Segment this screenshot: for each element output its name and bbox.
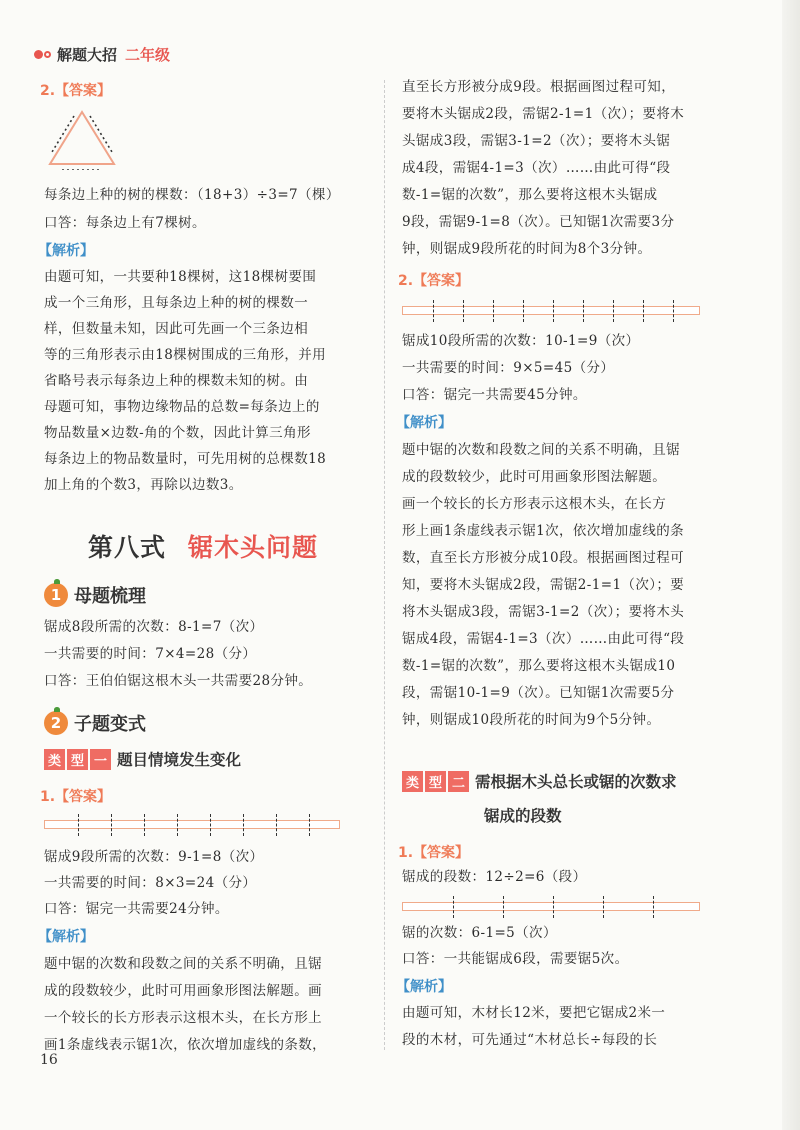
t2q1-line-1: 锯成的段数：12÷2=6（段）	[402, 869, 587, 885]
tomato-number-icon: 1	[44, 583, 68, 607]
book-title: 解题大招	[57, 46, 118, 64]
t1q2-jiexi-line: 将木头锯成3段，需锯3-1=2（次）；要将木头	[402, 604, 685, 620]
t1q2-jiexi-line: 形上画1条虚线表示锯1次，依次增加虚线的条	[402, 523, 685, 539]
t1q2-jiexi-line: 画一个较长的长方形表示这根木头，在长方	[402, 496, 667, 512]
cont-line: 数-1=锯的次数”，那么要将这根木头锯成	[402, 187, 658, 203]
answer-label: 2.【答案】	[398, 273, 470, 289]
q2-jiexi-line: 每条边上的物品数量时，可先用树的总棵数18	[44, 451, 327, 467]
t1q1-jiexi-line: 题中锯的次数和段数之间的关系不明确，且锯	[44, 956, 322, 972]
subsection-title: 子题变式	[74, 714, 146, 735]
mother-line-3: 口答：王伯伯锯这根木头一共需要28分钟。	[44, 673, 313, 689]
type-two-heading	[402, 770, 677, 792]
page-edge	[782, 0, 800, 1130]
t1q1-line-1: 锯成9段所需的次数：9-1=8（次）	[44, 849, 264, 865]
t1q2-jiexi-line: 成的段数较少，此时可用画象形图法解题。	[402, 469, 667, 485]
answer-label: 1.【答案】	[398, 845, 470, 861]
cont-line: 要将木头锯成2段，需锯2-1=1（次）；要将木	[402, 106, 685, 122]
cont-line: 钟，则锯成9段所花的时间为8个3分钟。	[402, 241, 652, 257]
t1q2-jiexi-line: 钟，则锯成10段所花的时间为9个5分钟。	[402, 712, 661, 728]
answer-label: 2.【答案】	[40, 83, 112, 99]
t1q1-line-2: 一共需要的时间：8×3=24（分）	[44, 875, 257, 891]
type-box: 一	[90, 749, 111, 770]
jiexi-label: 【解析】	[396, 415, 452, 431]
t1q2-line-1: 锯成10段所需的次数：10-1=9（次）	[402, 333, 640, 349]
q2-jiexi-line: 成一个三角形，且每条边上种的树的棵数一	[44, 295, 309, 311]
grade-label: 二年级	[125, 46, 171, 64]
mother-line-2: 一共需要的时间：7×4=28（分）	[44, 646, 257, 662]
log-diagram	[402, 306, 700, 315]
type-title: 锯成的段数	[484, 807, 562, 825]
t1q2-jiexi-line: 数-1=锯的次数”，那么要将这根木头锯成10	[402, 658, 676, 674]
jiexi-label: 【解析】	[38, 929, 94, 945]
t1q1-jiexi-line: 一个较长的长方形表示这根木头，在长方形上	[44, 1010, 322, 1026]
type-box: 型	[425, 771, 446, 792]
column-divider	[384, 80, 385, 1050]
subsection-title: 母题梳理	[74, 586, 146, 607]
t1q2-jiexi-line: 数，直至长方形被分成10段。根据画图过程可	[402, 550, 685, 566]
t2q1-line-3: 口答：一共能锯成6段，需要锯5次。	[402, 951, 629, 967]
jiexi-label: 【解析】	[396, 979, 452, 995]
log-diagram	[402, 902, 700, 911]
t2q1-line-2: 锯的次数：6-1=5（次）	[402, 925, 557, 941]
t2q1-jiexi-line: 由题可知，木材长12米，要把它锯成2米一	[402, 1005, 666, 1021]
section-number: 第八式	[88, 533, 167, 562]
t1q2-jiexi-line: 段，需锯10-1=9（次）。已知锯1次需要5分	[402, 685, 675, 701]
t1q2-jiexi-line: 题中锯的次数和段数之间的关系不明确，且锯	[402, 442, 680, 458]
q2-jiexi-line: 由题可知，一共要种18棵树，这18棵树要围	[44, 269, 317, 285]
t1q2-jiexi-line: 知，要将木头锯成2段，需锯2-1=1（次）；要	[402, 577, 685, 593]
t1q1-line-3: 口答：锯完一共需要24分钟。	[44, 901, 229, 917]
q2-jiexi-line: 母题可知，事物边缘物品的总数=每条边上的	[44, 399, 320, 415]
triangle-diagram	[44, 104, 124, 170]
type-two-heading-line2	[484, 804, 562, 826]
type-title: 题目情境发生变化	[117, 751, 242, 769]
section-title	[88, 528, 318, 564]
q2-line-2: 口答：每条边上有7棵树。	[44, 215, 206, 231]
type-box: 二	[448, 771, 469, 792]
type-box: 类	[402, 771, 423, 792]
q2-jiexi-line: 样，但数量未知，因此可先画一个三条边相	[44, 321, 309, 337]
answer-label: 1.【答案】	[40, 789, 112, 805]
cont-line: 9段，需锯9-1=8（次）。已知锯1次需要3分	[402, 214, 675, 230]
q2-jiexi-line: 等的三角形表示由18棵树围成的三角形，并用	[44, 347, 327, 363]
t1q1-jiexi-line: 成的段数较少，此时可用画象形图法解题。画	[44, 983, 322, 999]
subsection-mother	[44, 582, 146, 608]
jiexi-label: 【解析】	[38, 243, 94, 259]
t1q2-line-3: 口答：锯完一共需要45分钟。	[402, 387, 587, 403]
section-topic: 锯木头问题	[188, 533, 319, 562]
q2-jiexi-line: 加上角的个数3，再除以边数3。	[44, 477, 243, 493]
header-dots-icon	[34, 50, 51, 59]
type-box: 型	[67, 749, 88, 770]
t1q1-jiexi-line: 画1条虚线表示锯1次，依次增加虚线的条数，	[44, 1037, 327, 1053]
t1q2-line-2: 一共需要的时间：9×5=45（分）	[402, 360, 615, 376]
q2-line-1: 每条边上种的树的棵数：（18+3）÷3=7（棵）	[44, 187, 340, 203]
q2-jiexi-line: 省略号表示每条边上种的棵数未知的树。由	[44, 373, 309, 389]
log-diagram	[44, 820, 340, 829]
type-title: 需根据木头总长或锯的次数求	[475, 773, 677, 791]
t2q1-jiexi-line: 段的木材，可先通过“木材总长÷每段的长	[402, 1032, 658, 1048]
cont-line: 直至长方形被分成9段。根据画图过程可知，	[402, 79, 676, 95]
cont-line: 成4段，需锯4-1=3（次）……由此可得“段	[402, 160, 671, 176]
cont-line: 头锯成3段，需锯3-1=2（次）；要将木头锯	[402, 133, 671, 149]
type-one-heading	[44, 748, 241, 770]
subsection-variant	[44, 710, 146, 736]
q2-jiexi-line: 物品数量×边数-角的个数，因此计算三角形	[44, 425, 311, 441]
page-number: 16	[40, 1052, 58, 1068]
running-header	[34, 44, 170, 65]
tomato-number-icon: 2	[44, 711, 68, 735]
t1q2-jiexi-line: 锯成4段，需锯4-1=3（次）……由此可得“段	[402, 631, 685, 647]
mother-line-1: 锯成8段所需的次数：8-1=7（次）	[44, 619, 264, 635]
type-box: 类	[44, 749, 65, 770]
